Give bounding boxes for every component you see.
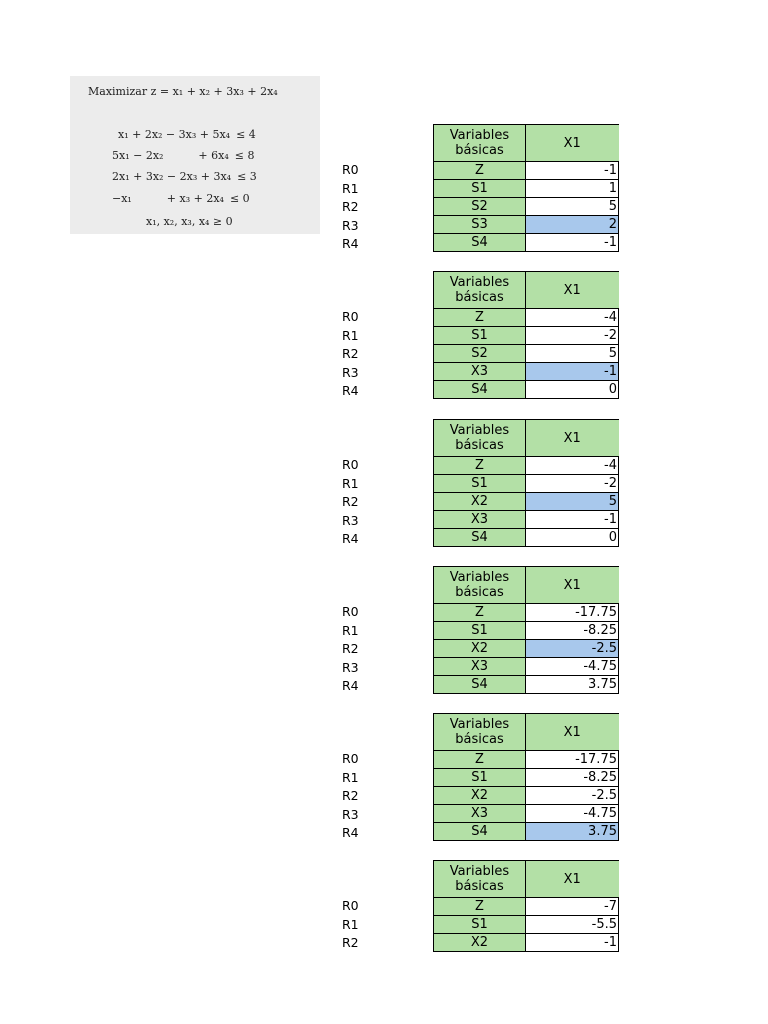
row-label: R2 <box>342 788 359 803</box>
table-row <box>434 604 619 622</box>
table-row <box>434 787 619 805</box>
row-label: R1 <box>342 180 359 196</box>
basic-variable-cell[interactable]: Z <box>434 309 526 327</box>
tableau-block <box>0 124 768 260</box>
table-row <box>434 898 619 916</box>
pivot-value-cell[interactable]: -2.5 <box>526 640 619 658</box>
basic-variable-cell[interactable]: S4 <box>434 529 526 547</box>
row-label: R4 <box>342 825 359 840</box>
row-label: R4 <box>342 383 359 398</box>
row-label: R1 <box>342 916 359 932</box>
value-cell[interactable]: -17.75 <box>526 604 619 622</box>
row-label: R0 <box>342 898 359 913</box>
table-row <box>434 622 619 640</box>
value-cell[interactable]: 5 <box>526 345 619 363</box>
value-cell[interactable]: -8.25 <box>526 769 619 787</box>
basic-variable-cell[interactable]: X3 <box>434 658 526 676</box>
simplex-tableau <box>433 713 619 841</box>
table-row <box>434 676 619 694</box>
table-row <box>434 751 619 769</box>
value-cell[interactable]: -7 <box>526 898 619 916</box>
row-label: R1 <box>342 475 359 491</box>
table-row <box>434 381 619 399</box>
constraint-2: 5x₁ − 2x₂ + 6x₄ ≤ 8 <box>112 149 255 162</box>
row-label: R4 <box>342 678 359 693</box>
header-x1[interactable]: X1 <box>526 861 619 898</box>
simplex-tableau <box>433 860 619 952</box>
basic-variable-cell[interactable]: Z <box>434 898 526 916</box>
value-cell[interactable]: -4.75 <box>526 658 619 676</box>
row-label: R2 <box>342 494 359 509</box>
value-cell[interactable]: -4.75 <box>526 805 619 823</box>
header-x1[interactable]: X1 <box>526 272 619 309</box>
row-label: R1 <box>342 769 359 785</box>
basic-variable-cell[interactable]: X2 <box>434 787 526 805</box>
pivot-value-cell[interactable]: 5 <box>526 493 619 511</box>
row-label: R0 <box>342 457 359 472</box>
table-row <box>434 180 619 198</box>
value-cell[interactable]: -8.25 <box>526 622 619 640</box>
value-cell[interactable]: 0 <box>526 381 619 399</box>
row-label: R4 <box>342 236 359 251</box>
constraint-4: −x₁ + x₃ + 2x₄ ≤ 0 <box>112 192 250 205</box>
tableau-block <box>0 419 768 555</box>
header-basic-variables[interactable]: Variables básicas <box>434 272 526 309</box>
table-row <box>434 234 619 252</box>
row-label: R2 <box>342 199 359 214</box>
basic-variable-cell[interactable]: S2 <box>434 345 526 363</box>
basic-variable-cell[interactable]: S1 <box>434 916 526 934</box>
basic-variable-cell[interactable]: Z <box>434 751 526 769</box>
basic-variable-cell[interactable]: X3 <box>434 363 526 381</box>
objective-function: Maximizar z = x₁ + x₂ + 3x₃ + 2x₄ <box>88 85 278 98</box>
value-cell[interactable]: -17.75 <box>526 751 619 769</box>
row-label: R0 <box>342 162 359 177</box>
basic-variable-cell[interactable]: S1 <box>434 769 526 787</box>
value-cell[interactable]: 3.75 <box>526 676 619 694</box>
row-label: R2 <box>342 641 359 656</box>
basic-variable-cell[interactable]: X2 <box>434 640 526 658</box>
table-row <box>434 511 619 529</box>
value-cell[interactable]: -1 <box>526 234 619 252</box>
basic-variable-cell[interactable]: S1 <box>434 327 526 345</box>
row-label: R2 <box>342 346 359 361</box>
nonnegativity-constraint: x₁, x₂, x₃, x₄ ≥ 0 <box>146 215 233 228</box>
basic-variable-cell[interactable]: S1 <box>434 622 526 640</box>
header-basic-variables[interactable]: Variables básicas <box>434 714 526 751</box>
row-label: R4 <box>342 531 359 546</box>
row-label: R0 <box>342 309 359 324</box>
table-row <box>434 363 619 381</box>
row-label: R0 <box>342 751 359 766</box>
value-cell[interactable]: -1 <box>526 162 619 180</box>
table-row <box>434 162 619 180</box>
header-basic-variables[interactable]: Variables básicas <box>434 125 526 162</box>
basic-variable-cell[interactable]: Z <box>434 457 526 475</box>
tableau-block <box>0 271 768 407</box>
header-x1[interactable]: X1 <box>526 714 619 751</box>
basic-variable-cell[interactable]: S4 <box>434 234 526 252</box>
row-label: R3 <box>342 217 359 233</box>
table-row <box>434 198 619 216</box>
value-cell[interactable]: -1 <box>526 511 619 529</box>
value-cell[interactable]: -4 <box>526 309 619 327</box>
header-x1[interactable]: X1 <box>526 420 619 457</box>
row-label: R0 <box>342 604 359 619</box>
value-cell[interactable]: 1 <box>526 180 619 198</box>
basic-variable-cell[interactable]: Z <box>434 162 526 180</box>
table-row <box>434 309 619 327</box>
row-label: R3 <box>342 659 359 675</box>
table-row <box>434 345 619 363</box>
basic-variable-cell[interactable]: S3 <box>434 216 526 234</box>
basic-variable-cell[interactable]: S1 <box>434 475 526 493</box>
row-label: R3 <box>342 806 359 822</box>
row-label: R1 <box>342 327 359 343</box>
basic-variable-cell[interactable]: X2 <box>434 934 526 952</box>
row-label: R3 <box>342 364 359 380</box>
table-row <box>434 658 619 676</box>
simplex-tableau <box>433 124 619 252</box>
header-basic-variables[interactable]: Variables básicas <box>434 567 526 604</box>
basic-variable-cell[interactable]: S1 <box>434 180 526 198</box>
pivot-value-cell[interactable]: 2 <box>526 216 619 234</box>
row-label: R3 <box>342 512 359 528</box>
basic-variable-cell[interactable]: X3 <box>434 511 526 529</box>
value-cell[interactable]: 5 <box>526 198 619 216</box>
tableau-block <box>0 860 768 996</box>
value-cell[interactable]: -2 <box>526 475 619 493</box>
table-row <box>434 529 619 547</box>
basic-variable-cell[interactable]: X3 <box>434 805 526 823</box>
simplex-tableau <box>433 419 619 547</box>
value-cell[interactable]: -5.5 <box>526 916 619 934</box>
header-basic-variables[interactable]: Variables básicas <box>434 861 526 898</box>
table-row <box>434 823 619 841</box>
table-row <box>434 916 619 934</box>
table-row <box>434 457 619 475</box>
constraint-3: 2x₁ + 3x₂ − 2x₃ + 3x₄ ≤ 3 <box>112 170 257 183</box>
value-cell[interactable]: -2 <box>526 327 619 345</box>
header-x1[interactable]: X1 <box>526 125 619 162</box>
tableau-block <box>0 566 768 702</box>
value-cell[interactable]: -4 <box>526 457 619 475</box>
table-row <box>434 216 619 234</box>
table-row <box>434 805 619 823</box>
value-cell[interactable]: 0 <box>526 529 619 547</box>
table-row <box>434 769 619 787</box>
table-row <box>434 327 619 345</box>
value-cell[interactable]: -1 <box>526 934 619 952</box>
table-row <box>434 493 619 511</box>
simplex-tableau <box>433 566 619 694</box>
simplex-tableau <box>433 271 619 399</box>
basic-variable-cell[interactable]: S2 <box>434 198 526 216</box>
basic-variable-cell[interactable]: S4 <box>434 676 526 694</box>
table-row <box>434 640 619 658</box>
row-label: R1 <box>342 622 359 638</box>
basic-variable-cell[interactable]: S4 <box>434 381 526 399</box>
table-row <box>434 475 619 493</box>
pivot-value-cell[interactable]: 3.75 <box>526 823 619 841</box>
tableau-block <box>0 713 768 849</box>
basic-variable-cell[interactable]: X2 <box>434 493 526 511</box>
header-x1[interactable]: X1 <box>526 567 619 604</box>
pivot-value-cell[interactable]: -1 <box>526 363 619 381</box>
basic-variable-cell[interactable]: S4 <box>434 823 526 841</box>
constraint-1: x₁ + 2x₂ − 3x₃ + 5x₄ ≤ 4 <box>118 128 256 141</box>
basic-variable-cell[interactable]: Z <box>434 604 526 622</box>
table-row <box>434 934 619 952</box>
value-cell[interactable]: -2.5 <box>526 787 619 805</box>
header-basic-variables[interactable]: Variables básicas <box>434 420 526 457</box>
row-label: R2 <box>342 935 359 950</box>
